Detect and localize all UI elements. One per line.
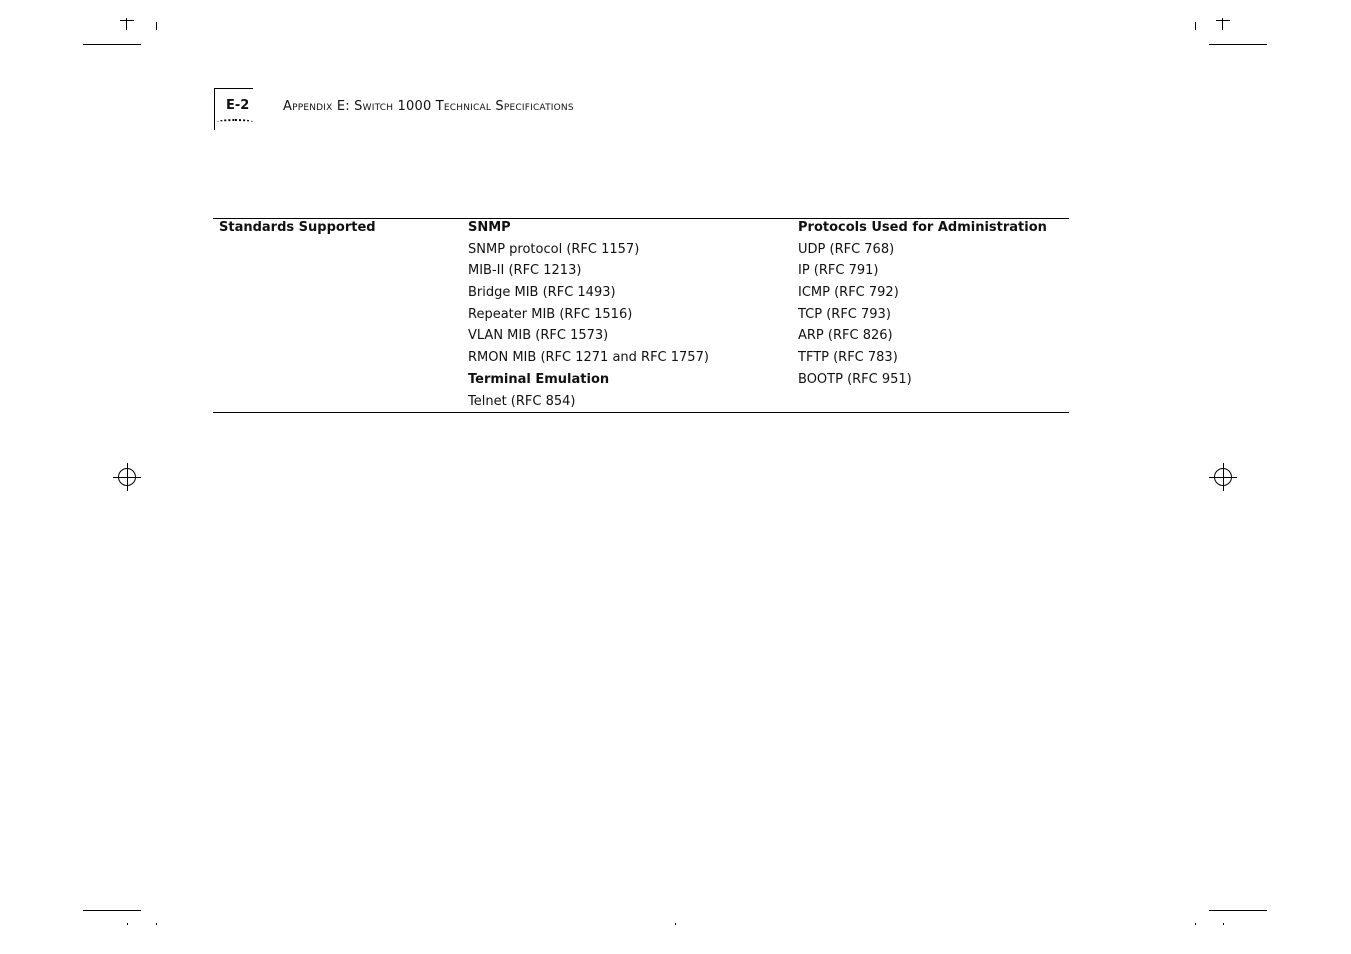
crop-line <box>1209 910 1267 911</box>
crop-mark-icon <box>1215 18 1231 30</box>
running-head: Appendix E: Switch 1000 Technical Specifications <box>283 99 574 114</box>
crop-mark-icon <box>119 18 135 30</box>
list-item: Telnet (RFC 854) <box>468 393 576 409</box>
standards-column-1 <box>468 219 709 414</box>
list-item: IP (RFC 791) <box>798 263 879 279</box>
section-heading-protocols: Protocols Used for Administration <box>798 220 1047 235</box>
row-label-column <box>219 219 376 241</box>
page-number: E-2 <box>226 98 250 113</box>
list-item: TFTP (RFC 783) <box>798 350 898 366</box>
page-tab-dots <box>217 119 253 125</box>
list-item: MIB-II (RFC 1213) <box>468 263 582 279</box>
row-label: Standards Supported <box>219 220 376 235</box>
crop-line <box>83 910 141 911</box>
list-item: Repeater MIB (RFC 1516) <box>468 306 633 322</box>
registration-mark-icon <box>113 463 141 491</box>
list-item: SNMP protocol (RFC 1157) <box>468 241 640 257</box>
list-item: BOOTP (RFC 951) <box>798 371 912 387</box>
list-item: VLAN MIB (RFC 1573) <box>468 328 609 344</box>
section-heading-snmp: SNMP <box>468 220 511 235</box>
list-item: TCP (RFC 793) <box>798 306 891 322</box>
page-tab <box>214 88 253 130</box>
list-item: Bridge MIB (RFC 1493) <box>468 285 616 301</box>
section-heading-terminal-emulation: Terminal Emulation <box>468 371 610 387</box>
table-bottom-rule <box>213 412 1069 413</box>
list-item: ICMP (RFC 792) <box>798 285 899 301</box>
registration-mark-icon <box>1209 463 1237 491</box>
crop-tick <box>1195 22 1196 30</box>
list-item: RMON MIB (RFC 1271 and RFC 1757) <box>468 350 709 366</box>
list-item: ARP (RFC 826) <box>798 328 893 344</box>
crop-line <box>1209 44 1267 45</box>
crop-dot <box>127 923 128 925</box>
standards-column-2 <box>798 219 1047 393</box>
list-item: UDP (RFC 768) <box>798 241 895 257</box>
crop-dot <box>675 923 676 925</box>
crop-dot <box>1223 923 1224 925</box>
crop-tick <box>156 22 157 30</box>
crop-line <box>83 44 141 45</box>
crop-dot <box>156 923 157 925</box>
crop-dot <box>1195 923 1196 925</box>
